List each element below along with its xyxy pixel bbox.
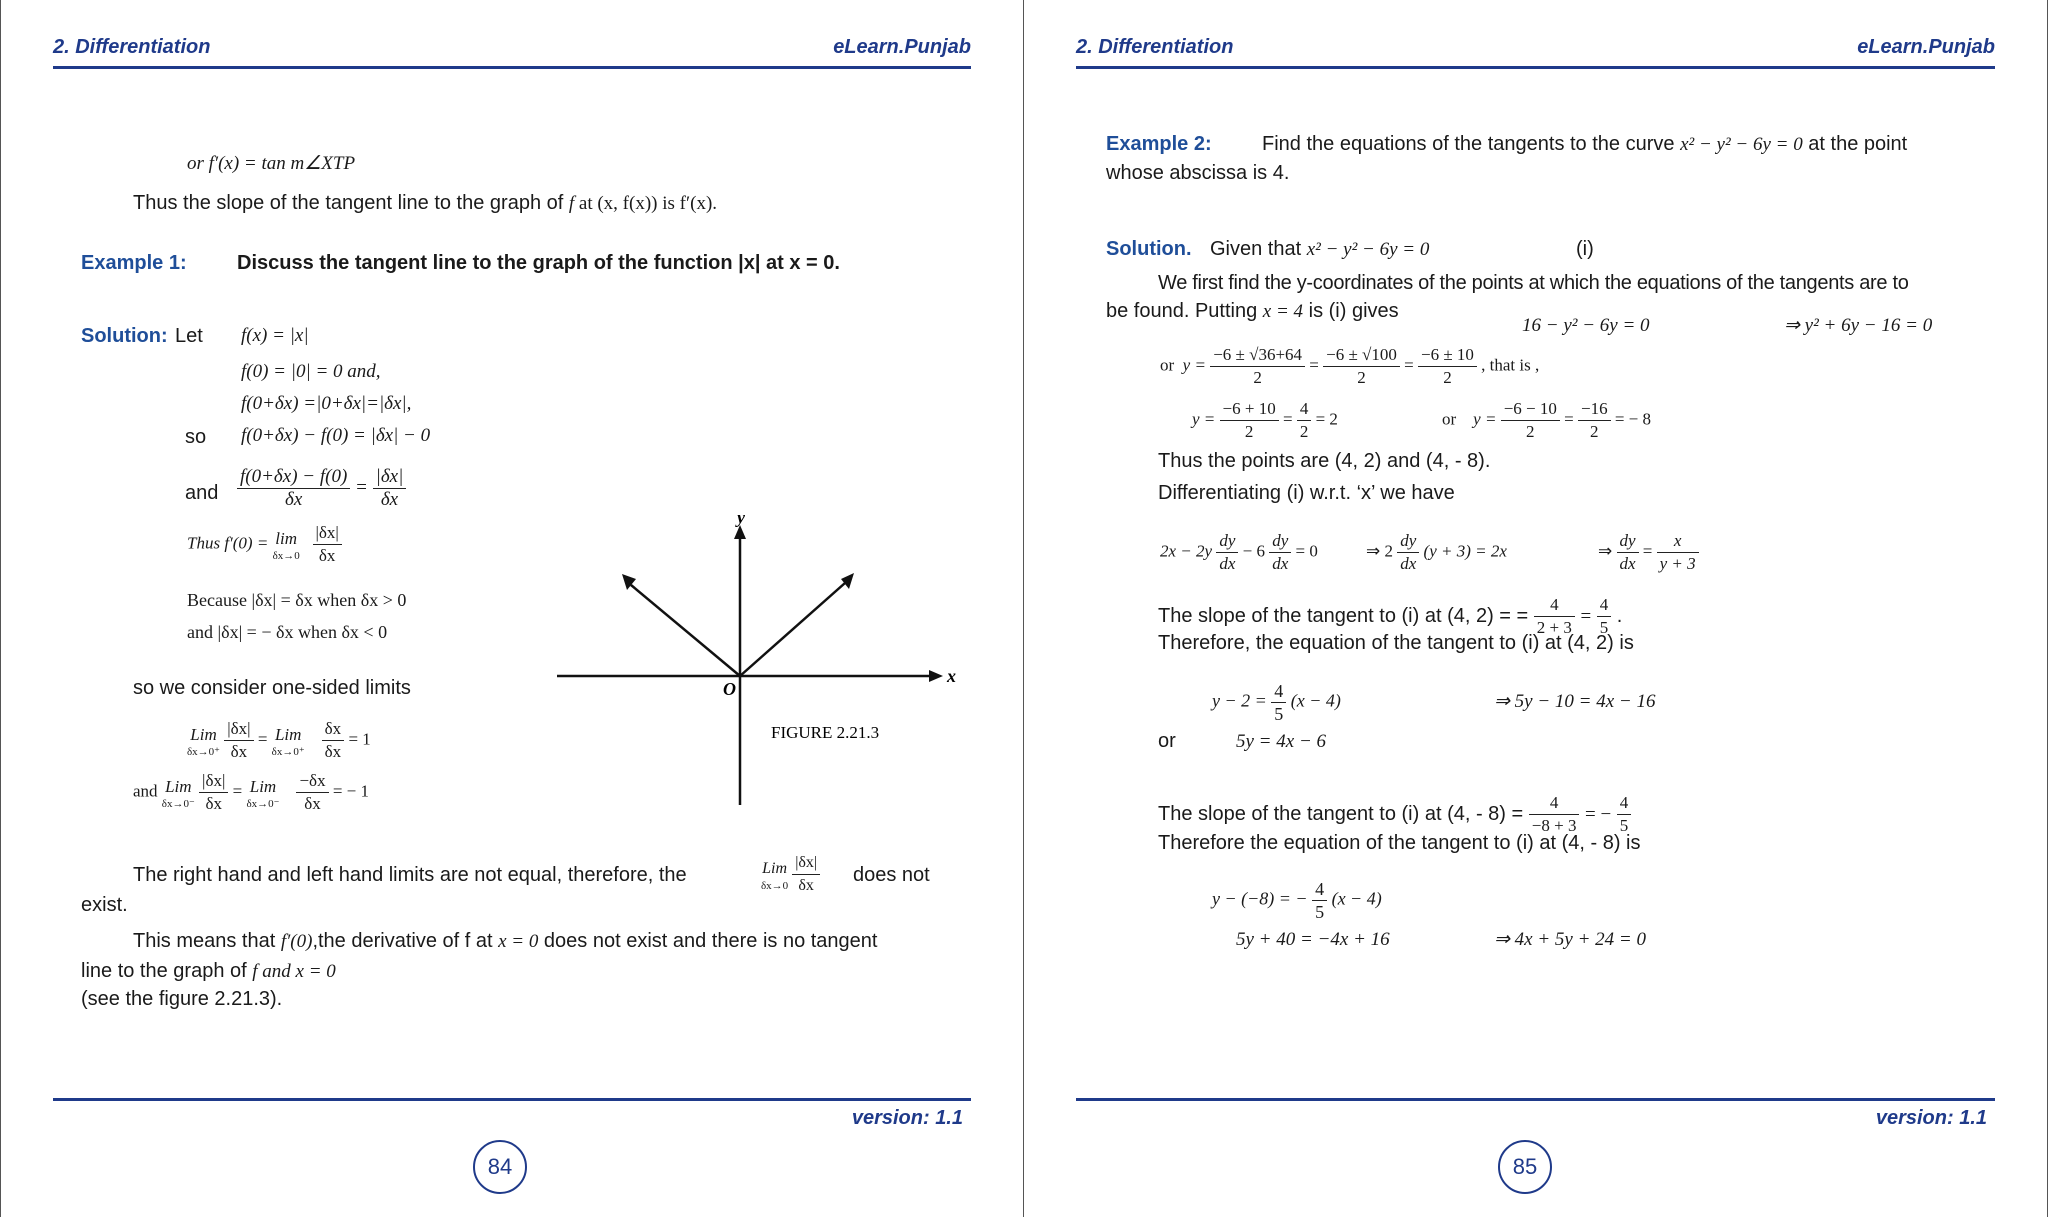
text: Find the equations of the tangents to the curve xyxy=(1262,133,1681,155)
brand-name: eLearn.Punjab xyxy=(1857,36,1995,58)
para-limits-b: does not xyxy=(853,864,930,886)
slope-sentence xyxy=(133,190,717,216)
left-limit-eq xyxy=(133,770,369,815)
term: y − (−8) = − xyxy=(1212,888,1308,909)
frac-den: 2 xyxy=(1443,368,1452,387)
frac-num: −16 xyxy=(1578,398,1611,421)
tangent-eq-1 xyxy=(1212,680,1341,725)
right-branch-arrow xyxy=(841,573,854,589)
text: does not exist and there is no tangent xyxy=(538,930,878,952)
para-limits-a: The right hand and left hand limits are not equal, therefore, the xyxy=(133,864,687,886)
frac-num: dy xyxy=(1617,530,1639,553)
page-number: 85 xyxy=(1498,1140,1552,1194)
graph-left-branch xyxy=(631,585,740,676)
solution-given xyxy=(1210,236,1429,262)
lim-word: Lim xyxy=(762,859,788,877)
quotient-num: f(0+δx) − f(0) xyxy=(237,466,350,489)
eq-f-0: f(0) = |0| = 0 and, xyxy=(241,361,381,382)
version-label: version: 1.1 xyxy=(851,1107,963,1129)
version-label: version: 1.1 xyxy=(1875,1107,1987,1129)
graph-right-branch xyxy=(740,583,845,676)
para-derivative xyxy=(133,928,877,954)
y-eq: y = xyxy=(1192,409,1216,429)
slope-math: at (x, f(x)) is f′(x). xyxy=(574,193,718,214)
y-axis-arrow xyxy=(734,525,746,539)
derivative-eq-1 xyxy=(1160,530,1318,575)
quotient-eq: = xyxy=(355,476,368,498)
root-2 xyxy=(1442,398,1651,443)
eq-f-x: f(x) = |x| xyxy=(241,325,309,346)
derivative-eq-3 xyxy=(1598,530,1699,575)
page-header xyxy=(53,36,971,69)
frac-den: dx xyxy=(1400,554,1417,573)
term: = 0 xyxy=(1295,541,1318,561)
frac-num: 4 xyxy=(1529,792,1580,815)
frac-den: 5 xyxy=(1599,618,1609,637)
y-eq: y = xyxy=(1473,409,1497,429)
example-2-text xyxy=(1262,131,1907,157)
or-word: or xyxy=(1442,409,1457,429)
lim-sub: δx→0⁺ xyxy=(271,745,305,758)
solution-label: Solution. xyxy=(1106,238,1192,260)
frac-den: 2 xyxy=(1357,368,1366,387)
example-2-label: Example 2: xyxy=(1106,133,1212,155)
tangent-eq-2b: 5y + 40 = −4x + 16 xyxy=(1236,929,1390,950)
differentiating-sentence: Differentiating (i) w.r.t. ‘x’ we have xyxy=(1158,482,1455,504)
so-word: so xyxy=(185,426,207,448)
that-is: , that is , xyxy=(1481,355,1540,375)
lim-num: |δx| xyxy=(313,522,342,545)
limit-result: = − 1 xyxy=(332,781,370,801)
x-axis-arrow xyxy=(929,670,943,682)
math: x = 0 xyxy=(498,931,539,952)
text: Given that xyxy=(1210,238,1307,260)
math: f′(0) xyxy=(280,931,313,952)
para-tangent-line xyxy=(81,958,336,984)
frac-num: −6 ± √36+64 xyxy=(1210,344,1305,367)
figure-caption: FIGURE 2.21.3 xyxy=(771,723,880,742)
tan-equation: or f′(x) = tan m∠XTP xyxy=(187,153,356,174)
or-word: or xyxy=(1160,355,1175,375)
frac-den: 2 xyxy=(1526,422,1535,441)
frac-den: 5 xyxy=(1274,704,1284,724)
eq-quotient xyxy=(237,466,406,511)
text: This means that xyxy=(133,930,281,952)
term: (x − 4) xyxy=(1331,888,1382,909)
limit-result: = 1 xyxy=(348,729,371,749)
brand-name: eLearn.Punjab xyxy=(833,36,971,58)
root-value: = 2 xyxy=(1315,409,1338,429)
lim-sub: δx→0 xyxy=(761,879,789,892)
frac-num: −6 ± √100 xyxy=(1323,344,1400,367)
chapter-title: 2. Differentiation xyxy=(1076,36,1234,58)
one-sided-text: so we consider one-sided limits xyxy=(133,677,411,699)
frac-num: −6 ± 10 xyxy=(1418,344,1477,367)
eq-sign: = xyxy=(1564,409,1574,429)
points-sentence: Thus the points are (4, 2) and (4, - 8). xyxy=(1158,450,1491,472)
eq-sign: = − xyxy=(1585,803,1612,825)
example-2-line2: whose abscissa is 4. xyxy=(1106,162,1290,184)
frac-num: −6 + 10 xyxy=(1220,398,1279,421)
quotient-den: δx xyxy=(285,489,303,510)
right-limit-eq xyxy=(187,718,371,763)
text: be found. Putting xyxy=(1106,300,1263,322)
math: f and x = 0 xyxy=(252,961,336,982)
lim-sub: δx→0 xyxy=(272,549,300,562)
and-word: and xyxy=(133,781,158,801)
quotient-rden: δx xyxy=(380,489,399,510)
eq-difference: f(0+δx) − f(0) = |δx| − 0 xyxy=(241,425,431,446)
or-word: or xyxy=(1158,730,1176,752)
frac-den: dx xyxy=(1219,554,1236,573)
axis-x-label: x xyxy=(947,666,956,686)
eq-sign: = xyxy=(1404,355,1414,375)
text: The slope of the tangent to (i) at (4, - 8) = xyxy=(1158,802,1524,825)
frac-num: 4 xyxy=(1271,680,1286,703)
eq-sign: = xyxy=(1309,355,1319,375)
frac-num: 4 xyxy=(1597,594,1612,617)
slope-text: Thus the slope of the tangent line to the graph of xyxy=(133,192,569,214)
frac-den: dx xyxy=(1619,554,1636,573)
period: . xyxy=(1616,604,1623,627)
quad-eq-1: 16 − y² − 6y = 0 xyxy=(1522,315,1650,336)
root-1 xyxy=(1192,398,1338,443)
lim-word: Lim xyxy=(190,724,217,744)
quad-eq-2: ⇒ y² + 6y − 16 = 0 xyxy=(1784,315,1933,336)
frac-num: 4 xyxy=(1617,792,1632,815)
para-limits-c: exist. xyxy=(81,894,128,916)
page-number: 84 xyxy=(473,1140,527,1194)
origin-label: O xyxy=(723,679,736,699)
solution-let: Let xyxy=(175,325,203,347)
y-eq: y = xyxy=(1182,355,1206,375)
frac-num: −6 − 10 xyxy=(1501,398,1560,421)
lim-word: Lim xyxy=(274,724,302,744)
eq-sign: = xyxy=(1282,409,1293,429)
lim-word: Lim xyxy=(249,776,277,796)
lim-sub: δx→0⁻ xyxy=(161,797,195,810)
quotient-rnum: |δx| xyxy=(373,466,407,489)
tangent-eq-1c: 5y = 4x − 6 xyxy=(1236,731,1327,752)
eq-limit-def xyxy=(187,522,342,567)
frac-den: δx xyxy=(324,742,342,761)
frac-den: −8 + 3 xyxy=(1531,816,1577,835)
frac-den: 2 xyxy=(1253,368,1262,387)
para-find-y: We first find the y-coordinates of the points at which the equations of the tangents are to xyxy=(1158,272,1909,294)
text: The slope of the tangent to (i) at (4, 2) = = xyxy=(1158,604,1529,627)
example-1-text: Discuss the tangent line to the graph of the function |x| at x = 0. xyxy=(237,252,840,274)
frac-num: dy xyxy=(1269,530,1291,553)
frac-den: δx xyxy=(304,794,321,813)
page-footer xyxy=(1076,1098,1995,1129)
eq-sign: = xyxy=(1642,541,1653,561)
term: (x − 4) xyxy=(1290,690,1341,711)
eq-sign: = xyxy=(232,781,243,801)
frac-den: δx xyxy=(798,877,814,894)
frac-num: x xyxy=(1657,530,1699,553)
eq-sign: = xyxy=(257,729,268,749)
frac-den: 5 xyxy=(1619,816,1629,835)
frac-num: |δx| xyxy=(792,852,820,875)
text: line to the graph of xyxy=(81,960,253,982)
term: (y + 3) = 2x xyxy=(1423,541,1507,561)
tangent-eq-intro-1: Therefore, the equation of the tangent to (i) at (4, 2) is xyxy=(1158,632,1634,654)
frac-num: |δx| xyxy=(199,770,228,793)
frac-den: 2 xyxy=(1244,422,1254,441)
given-equation: x² − y² − 6y = 0 xyxy=(1306,239,1430,260)
frac-den: y + 3 xyxy=(1659,554,1696,573)
text: is (i) gives xyxy=(1303,300,1399,322)
lim-den: δx xyxy=(318,546,336,565)
term: ⇒ 2 xyxy=(1366,541,1393,561)
term: − 6 xyxy=(1242,541,1265,561)
lim-sub: δx→0⁺ xyxy=(187,745,220,758)
tangent-eq-2 xyxy=(1212,878,1382,923)
frac-num: −δx xyxy=(296,770,328,793)
frac-den: δx xyxy=(230,742,248,761)
derivative-eq-2 xyxy=(1366,530,1507,575)
eq-f-0-dx: f(0+δx) =|0+δx|=|δx|, xyxy=(241,393,412,414)
frac-den: 2 xyxy=(1590,422,1599,441)
frac-num: |δx| xyxy=(224,718,253,741)
slope-f: f xyxy=(568,193,575,214)
frac-den: 2 xyxy=(1299,422,1309,441)
frac-num: 4 xyxy=(1534,594,1575,617)
and-word: and xyxy=(185,482,219,504)
equation-tag-i: (i) xyxy=(1576,238,1594,260)
figure-2-21-3 xyxy=(541,515,961,815)
term: y − 2 = xyxy=(1212,690,1267,711)
text: at the point xyxy=(1802,133,1908,155)
para-limit-expr xyxy=(761,852,820,897)
page-footer xyxy=(53,1098,971,1129)
example-1-label: Example 1: xyxy=(81,252,187,274)
frac-den: δx xyxy=(205,794,222,813)
frac-num: dy xyxy=(1397,530,1419,553)
tangent-eq-2c: ⇒ 4x + 5y + 24 = 0 xyxy=(1494,929,1646,950)
lim-sub: δx→0⁻ xyxy=(246,797,280,810)
term: 2x − 2y xyxy=(1160,541,1213,561)
frac-num: dy xyxy=(1216,530,1238,553)
tangent-eq-1b: ⇒ 5y − 10 = 4x − 16 xyxy=(1494,691,1656,712)
lim-word: Lim xyxy=(165,776,192,796)
curve-equation: x² − y² − 6y = 0 xyxy=(1680,134,1803,155)
because-line-1: Because |δx| = δx when δx > 0 xyxy=(187,590,407,610)
lim-word: lim xyxy=(275,528,298,548)
frac-num: 4 xyxy=(1297,398,1312,421)
frac-den: 2 + 3 xyxy=(1536,618,1572,637)
frac-den: 5 xyxy=(1315,902,1325,922)
text: ,the derivative of f at xyxy=(312,930,499,952)
eq-sign: = xyxy=(1580,605,1592,627)
frac-den: dx xyxy=(1272,554,1289,573)
page-header xyxy=(1076,36,1995,69)
para-putting xyxy=(1106,298,1399,324)
root-value: = − 8 xyxy=(1614,409,1652,429)
frac-num: δx xyxy=(322,718,345,741)
frac-num: 4 xyxy=(1312,878,1327,901)
tangent-eq-intro-2: Therefore the equation of the tangent to (i) at (4, - 8) is xyxy=(1158,832,1641,854)
term: ⇒ xyxy=(1598,541,1613,561)
quadratic-formula xyxy=(1160,344,1539,389)
page-85 xyxy=(1024,0,2048,1217)
chapter-title: 2. Differentiation xyxy=(53,36,211,58)
solution-label: Solution: xyxy=(81,325,168,347)
math: x = 4 xyxy=(1262,301,1304,322)
because-line-2: and |δx| = − δx when δx < 0 xyxy=(187,622,388,642)
para-see-figure: (see the figure 2.21.3). xyxy=(81,988,283,1010)
axis-y-label: y xyxy=(737,515,745,527)
limit-lead: Thus f′(0) = xyxy=(187,533,269,553)
